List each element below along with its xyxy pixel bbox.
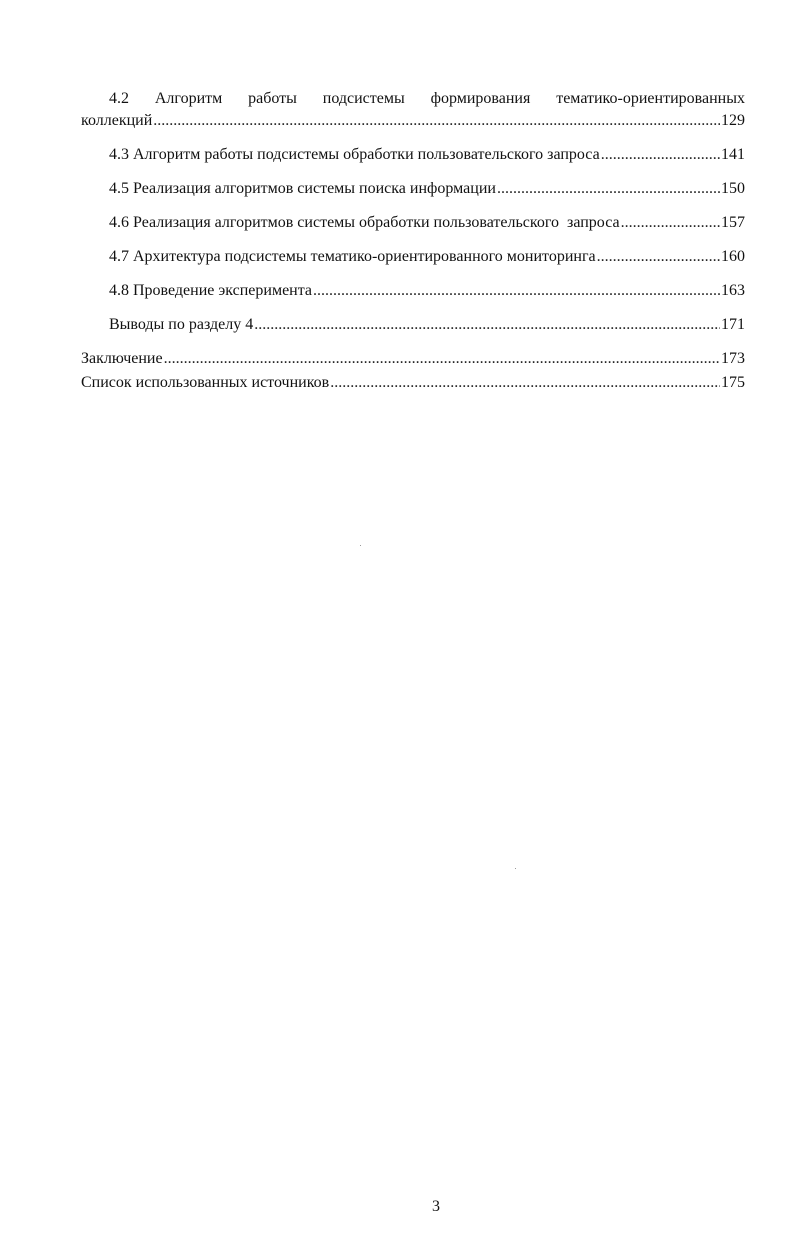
toc-word: Алгоритм	[154, 90, 223, 107]
toc-entry-title: 4.6 Реализация алгоритмов системы обработки пользовательского запроса	[109, 214, 620, 231]
toc-entry[interactable]	[81, 144, 745, 166]
dot-leader	[597, 246, 720, 268]
toc-word: подсистемы	[322, 90, 405, 107]
scan-speck	[360, 545, 361, 546]
dot-leader	[313, 280, 720, 302]
toc-word: формирования	[430, 90, 531, 107]
toc-entry-title: Список использованных источников	[81, 374, 330, 391]
toc-word: работы	[248, 90, 297, 107]
toc-entry-title: 4.7 Архитектура подсистемы тематико-ориентированного мониторинга	[109, 248, 596, 265]
dot-leader	[621, 212, 720, 234]
toc-entry-page: 150	[721, 180, 745, 197]
dot-leader	[601, 144, 720, 166]
toc-entry-page: 173	[721, 350, 745, 367]
toc-entry[interactable]	[81, 212, 745, 234]
toc-entry-title: 4.5 Реализация алгоритмов системы поиска информации	[109, 180, 496, 197]
toc-entry[interactable]	[81, 314, 745, 336]
scan-speck	[515, 868, 516, 869]
dot-leader	[164, 348, 720, 370]
toc-entry-page: 163	[721, 282, 745, 299]
toc-word: тематико-ориентированных	[556, 90, 745, 107]
toc-entry-title: 4.3 Алгоритм работы подсистемы обработки пользовательского запроса	[109, 146, 600, 163]
toc-entry-title: 4.8 Проведение эксперимента	[109, 282, 313, 299]
toc-entry[interactable]	[81, 178, 745, 200]
dot-leader	[330, 372, 720, 394]
page-number: 3	[432, 1198, 440, 1215]
toc-entry-page: 157	[721, 214, 745, 231]
toc-entry-4-2[interactable]	[81, 88, 745, 110]
toc-entry[interactable]	[81, 280, 745, 302]
toc-entry-page: 129	[721, 112, 745, 129]
toc-entry-references[interactable]	[81, 372, 745, 394]
table-of-contents	[81, 88, 745, 394]
toc-entry-4-2-line1	[109, 88, 745, 110]
toc-entry-page: 171	[721, 316, 745, 333]
dot-leader	[153, 110, 720, 132]
toc-entry-page: 175	[721, 374, 745, 391]
toc-entry-title: коллекций	[81, 112, 153, 129]
toc-entry[interactable]	[81, 246, 745, 268]
toc-entry-title: Заключение	[81, 350, 163, 367]
toc-entry-page: 141	[721, 146, 745, 163]
toc-entry-conclusion[interactable]	[81, 348, 745, 370]
dot-leader	[254, 314, 720, 336]
dot-leader	[497, 178, 720, 200]
toc-entry-4-2-continuation[interactable]	[81, 110, 745, 132]
toc-word: 4.2	[109, 90, 129, 107]
toc-entry-title: Выводы по разделу 4	[109, 316, 254, 333]
toc-entry-page: 160	[721, 248, 745, 265]
